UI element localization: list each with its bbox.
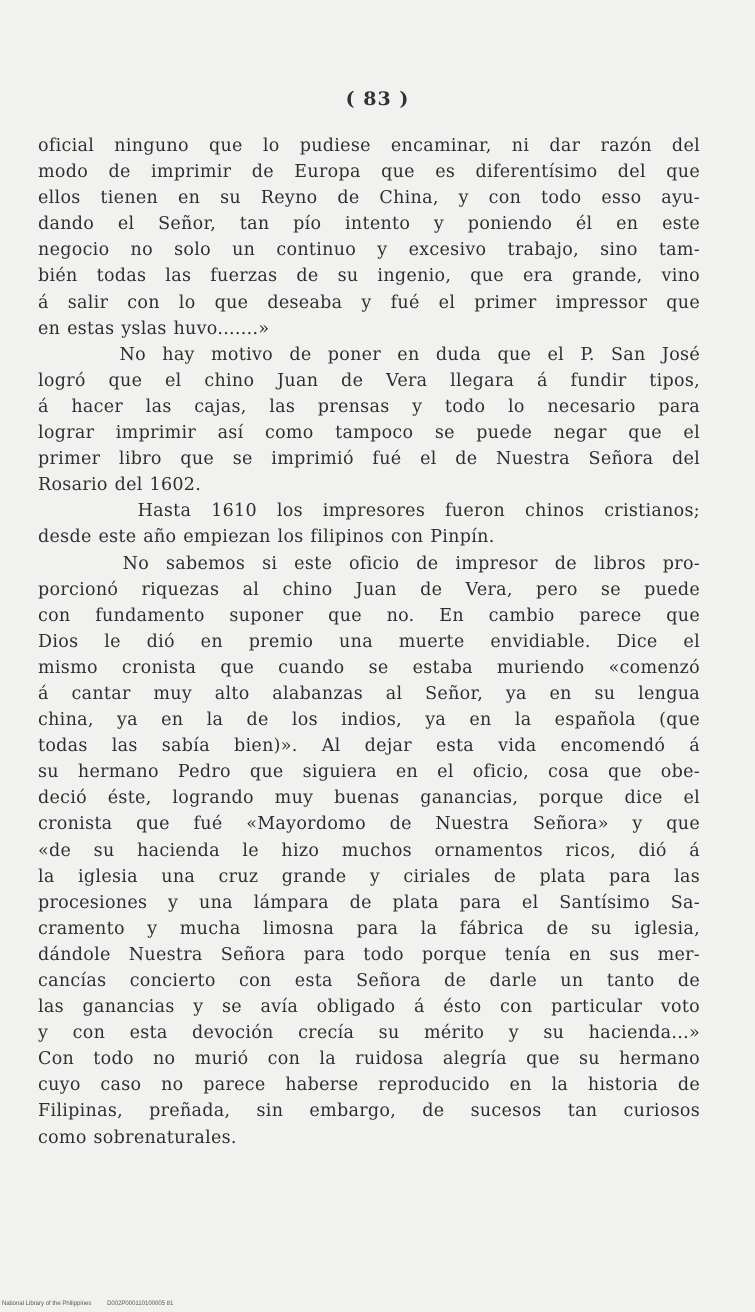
text-line: Filipinas, preñada, sin embargo, de sucesos tan curiosos: [38, 1101, 700, 1122]
text-line: «de su hacienda le hizo muchos ornamentos ricos, dió á: [38, 840, 700, 861]
text-line: Rosario del 1602.: [38, 475, 202, 496]
text-line: No hay motivo de poner en duda que el P. San José: [38, 344, 700, 365]
text-line: la iglesia una cruz grande y ciriales de plata para las: [38, 866, 700, 887]
text-line: deció éste, logrando muy buenas ganancias, porque dice el: [38, 788, 700, 809]
text-line: bién todas las fuerzas de su ingenio, que era grande, vino: [38, 266, 700, 287]
text-line: procesiones y una lámpara de plata para el Santísimo Sa-: [38, 892, 700, 913]
footer-library: National Library of the Philippines: [2, 1301, 92, 1307]
text-line: negocio no solo un continuo y excesivo trabajo, sino tam-: [38, 240, 700, 261]
text-line: No sabemos si este oficio de impresor de libros pro-: [38, 553, 700, 574]
text-line: cramento y mucha limosna para la fábrica de su iglesia,: [38, 918, 700, 939]
footer-code: D002P000110100005 81: [107, 1301, 174, 1307]
text-line: en estas yslas huvo.......»: [38, 318, 270, 339]
text-line: su hermano Pedro que siguiera en el oficio, cosa que obe-: [38, 762, 700, 783]
text-line: con fundamento suponer que no. En cambio parece que: [38, 605, 700, 626]
text-line: á salir con lo que deseaba y fué el primer impressor que: [38, 292, 700, 313]
text-line: modo de imprimir de Europa que es diferentísimo del que: [38, 162, 700, 183]
text-line: mismo cronista que cuando se estaba muriendo «comenzó: [38, 657, 700, 678]
footer: [2, 1301, 187, 1307]
text-line: china, ya en la de los indios, ya en la española (que: [38, 710, 700, 731]
text-line: porcionó riquezas al chino Juan de Vera, pero se puede: [38, 579, 700, 600]
text-line: Con todo no murió con la ruidosa alegría que su hermano: [38, 1049, 700, 1070]
text-line: las ganancias y se avía obligado á ésto con particular voto: [38, 997, 700, 1018]
text-line: y con esta devoción crecía su mérito y su hacienda...»: [38, 1023, 700, 1044]
text-line: ellos tienen en su Reyno de China, y con todo esso ayu-: [38, 188, 700, 209]
text-line: á hacer las cajas, las prensas y todo lo necesario para: [38, 396, 700, 417]
text-line: todas las sabía bien)». Al dejar esta vida encomendó á: [38, 736, 700, 757]
text-line: Dios le dió en premio una muerte envidiable. Dice el: [38, 631, 700, 652]
text-line: logró que el chino Juan de Vera llegara á fundir tipos,: [38, 370, 700, 391]
text-line: dándole Nuestra Señora para todo porque tenía en sus mer-: [38, 944, 700, 965]
text-line: primer libro que se imprimió fué el de Nuestra Señora del: [38, 449, 700, 470]
text-line: dando el Señor, tan pío intento y poniendo él en este: [38, 214, 700, 235]
body-text: [38, 133, 700, 1151]
text-line: Hasta 1610 los impresores fueron chinos cristianos;: [38, 501, 700, 522]
text-line: cuyo caso no parece haberse reproducido en la historia de: [38, 1075, 700, 1096]
text-line: como sobrenaturales.: [38, 1127, 237, 1148]
text-line: cronista que fué «Mayordomo de Nuestra Señora» y que: [38, 814, 700, 835]
text-line: oficial ninguno que lo pudiese encaminar, ni dar razón del: [38, 136, 700, 156]
page-number: ( 83 ): [345, 88, 410, 110]
text-line: á cantar muy alto alabanzas al Señor, ya en su lengua: [38, 683, 700, 704]
text-line: lograr imprimir así como tampoco se puede negar que el: [38, 423, 700, 444]
text-line: cancías concierto con esta Señora de darle un tanto de: [38, 971, 700, 991]
text-line: desde este año empiezan los filipinos con Pinpín.: [38, 527, 495, 548]
